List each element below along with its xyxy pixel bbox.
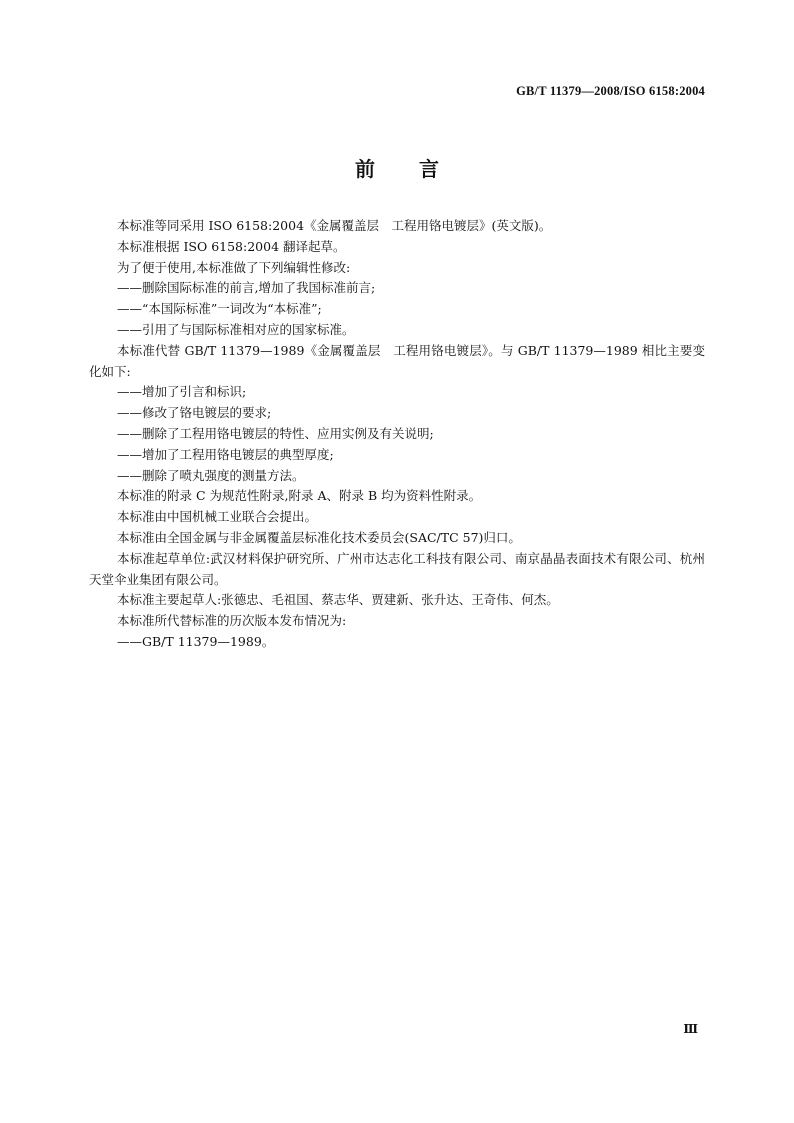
standard-code-header: GB/T 11379—2008/ISO 6158:2004 <box>516 84 705 98</box>
page-title: 前言 <box>355 157 483 181</box>
list-item: ——删除了喷丸强度的测量方法。 <box>117 467 305 483</box>
foreword-body <box>89 216 705 653</box>
list-item: ——“本国际标准”一词改为“本标准”; <box>117 301 322 317</box>
list-item: ——删除国际标准的前言,增加了我国标准前言; <box>117 280 376 296</box>
paragraph-editorial-intro: 为了便于使用,本标准做了下列编辑性修改: <box>117 259 351 275</box>
paragraph-drafting-units: 本标准起草单位:武汉材料保护研究所、广州市达志化工科技有限公司、南京晶晶表面技术有限公司、杭州天堂伞业集团有限公司。 <box>89 550 705 587</box>
page-number: Ⅲ <box>683 1022 698 1036</box>
list-item: ——修改了铬电镀层的要求; <box>117 405 272 421</box>
paragraph-translation: 本标准根据 ISO 6158:2004 翻译起草。 <box>117 238 346 254</box>
paragraph-annexes: 本标准的附录 C 为规范性附录,附录 A、附录 B 均为资料性附录。 <box>117 488 482 504</box>
paragraph-adoption: 本标准等同采用 ISO 6158:2004《金属覆盖层 工程用铬电镀层》(英文版)。 <box>117 218 552 233</box>
list-item: ——GB/T 11379—1989。 <box>117 633 275 649</box>
list-item: ——增加了引言和标识; <box>117 384 247 400</box>
list-item: ——引用了与国际标准相对应的国家标准。 <box>117 321 355 337</box>
list-item: ——删除了工程用铬电镀层的特性、应用实例及有关说明; <box>117 425 434 441</box>
paragraph-drafters: 本标准主要起草人:张德忠、毛祖国、蔡志华、贾建新、张升达、王奇伟、何杰。 <box>117 592 559 608</box>
paragraph-replacement: 本标准代替 GB/T 11379—1989《金属覆盖层 工程用铬电镀层》。与 GB/T 11379—1989 相比主要变化如下: <box>89 342 705 379</box>
paragraph-proposer: 本标准由中国机械工业联合会提出。 <box>117 509 318 525</box>
paragraph-history-intro: 本标准所代替标准的历次版本发布情况为: <box>117 613 347 629</box>
paragraph-committee: 本标准由全国金属与非金属覆盖层标准化技术委员会(SAC/TC 57)归口。 <box>117 529 521 545</box>
list-item: ——增加了工程用铬电镀层的典型厚度; <box>117 446 334 462</box>
